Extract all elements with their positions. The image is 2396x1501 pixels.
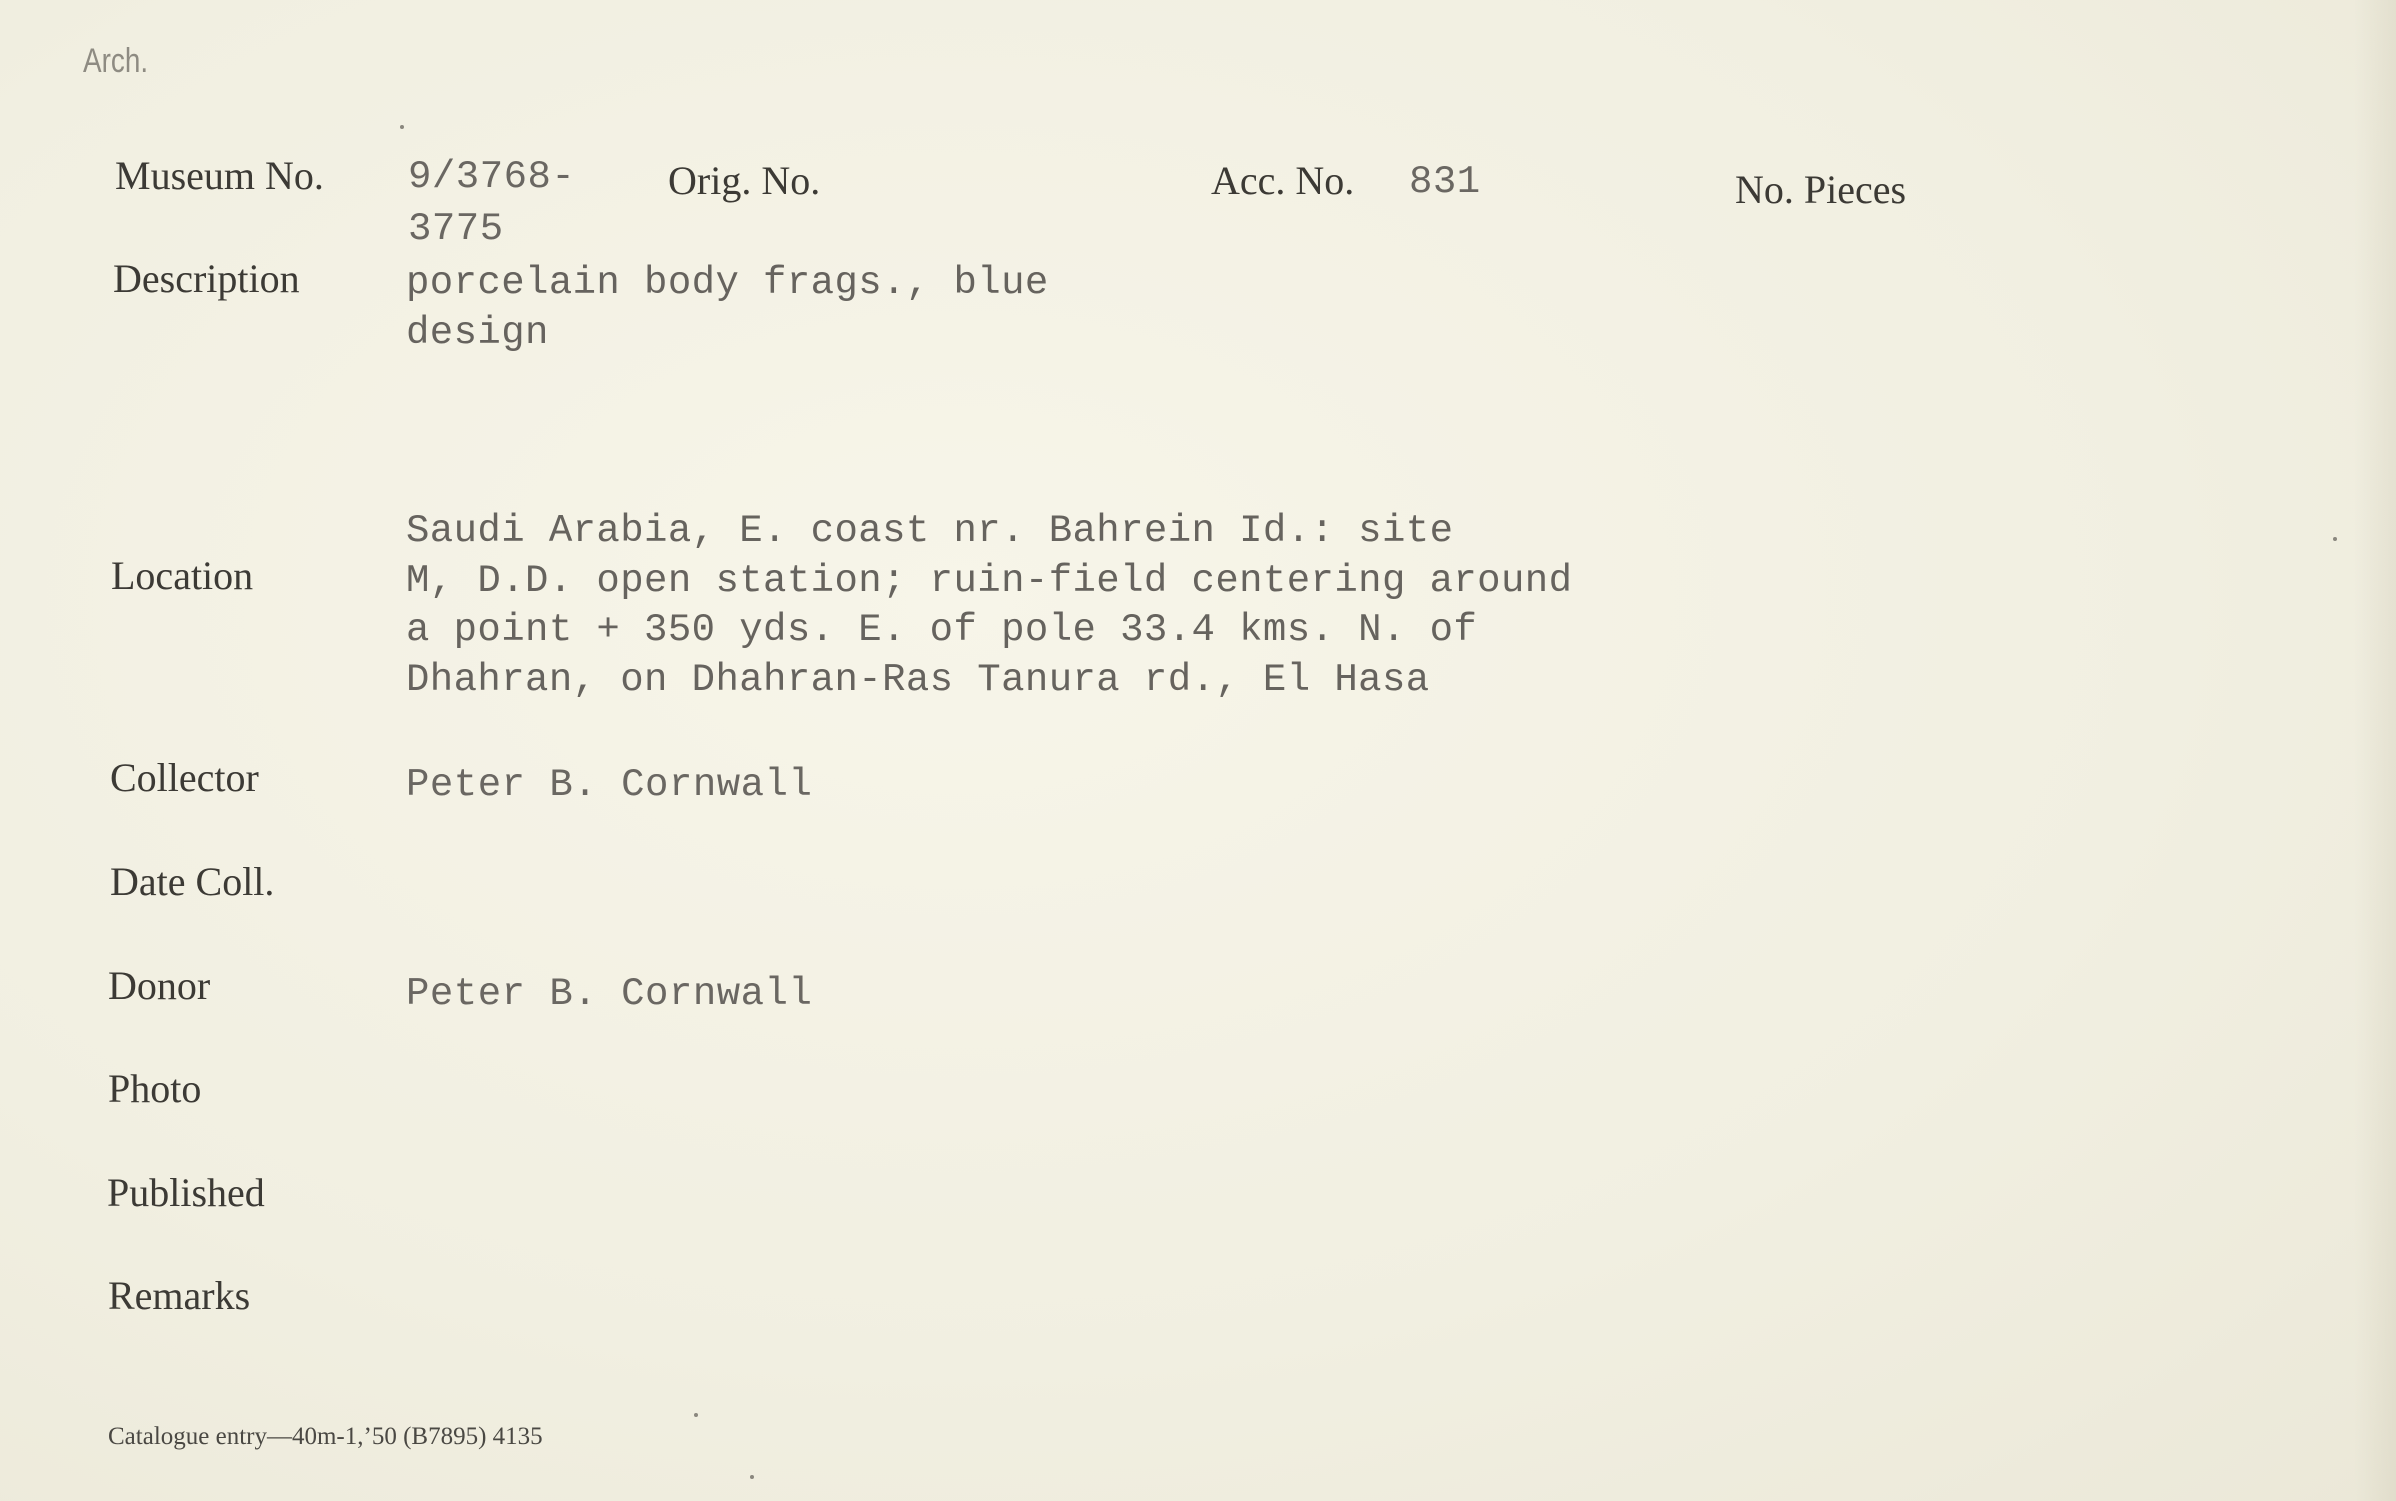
- location-line: Dhahran, on Dhahran-Ras Tanura rd., El Hasa: [406, 657, 1430, 702]
- museum-no-value-2: 3775: [408, 207, 504, 251]
- acc-no-label: Acc. No.: [1211, 158, 1355, 203]
- location-line: Saudi Arabia, E. coast nr. Bahrein Id.: site: [406, 509, 1454, 553]
- paper-speck: [750, 1475, 754, 1479]
- museum-no-label: Museum No.: [115, 153, 324, 198]
- collector-value: Peter B. Cornwall: [406, 763, 813, 807]
- catalogue-footer: Catalogue entry—40m-1,’50 (B7895) 4135: [108, 1423, 543, 1450]
- collector-label: Collector: [110, 755, 259, 800]
- date-coll-label: Date Coll.: [110, 859, 275, 904]
- description-line: porcelain body frags., blue: [406, 261, 1049, 305]
- museum-no-value-1: 9/3768-: [408, 155, 576, 199]
- paper-speck: [694, 1413, 698, 1417]
- description-value: [406, 259, 1049, 358]
- location-line: a point + 350 yds. E. of pole 33.4 kms. N. of: [406, 608, 1478, 652]
- remarks-label: Remarks: [108, 1273, 251, 1318]
- donor-label: Donor: [108, 963, 211, 1008]
- location-label: Location: [111, 553, 254, 598]
- donor-value: Peter B. Cornwall: [406, 972, 813, 1016]
- acc-no-value: 831: [1409, 160, 1481, 204]
- location-value: [406, 507, 1572, 705]
- photo-label: Photo: [108, 1066, 202, 1111]
- corner-tag: Arch.: [83, 42, 149, 80]
- paper-speck: [2333, 537, 2337, 541]
- published-label: Published: [107, 1170, 265, 1215]
- paper-speck: [400, 125, 404, 129]
- location-line: M, D.D. open station; ruin-field centering around: [406, 558, 1573, 603]
- no-pieces-label: No. Pieces: [1735, 167, 1907, 212]
- description-label: Description: [113, 256, 300, 301]
- description-line: design: [406, 310, 549, 355]
- orig-no-label: Orig. No.: [668, 158, 821, 203]
